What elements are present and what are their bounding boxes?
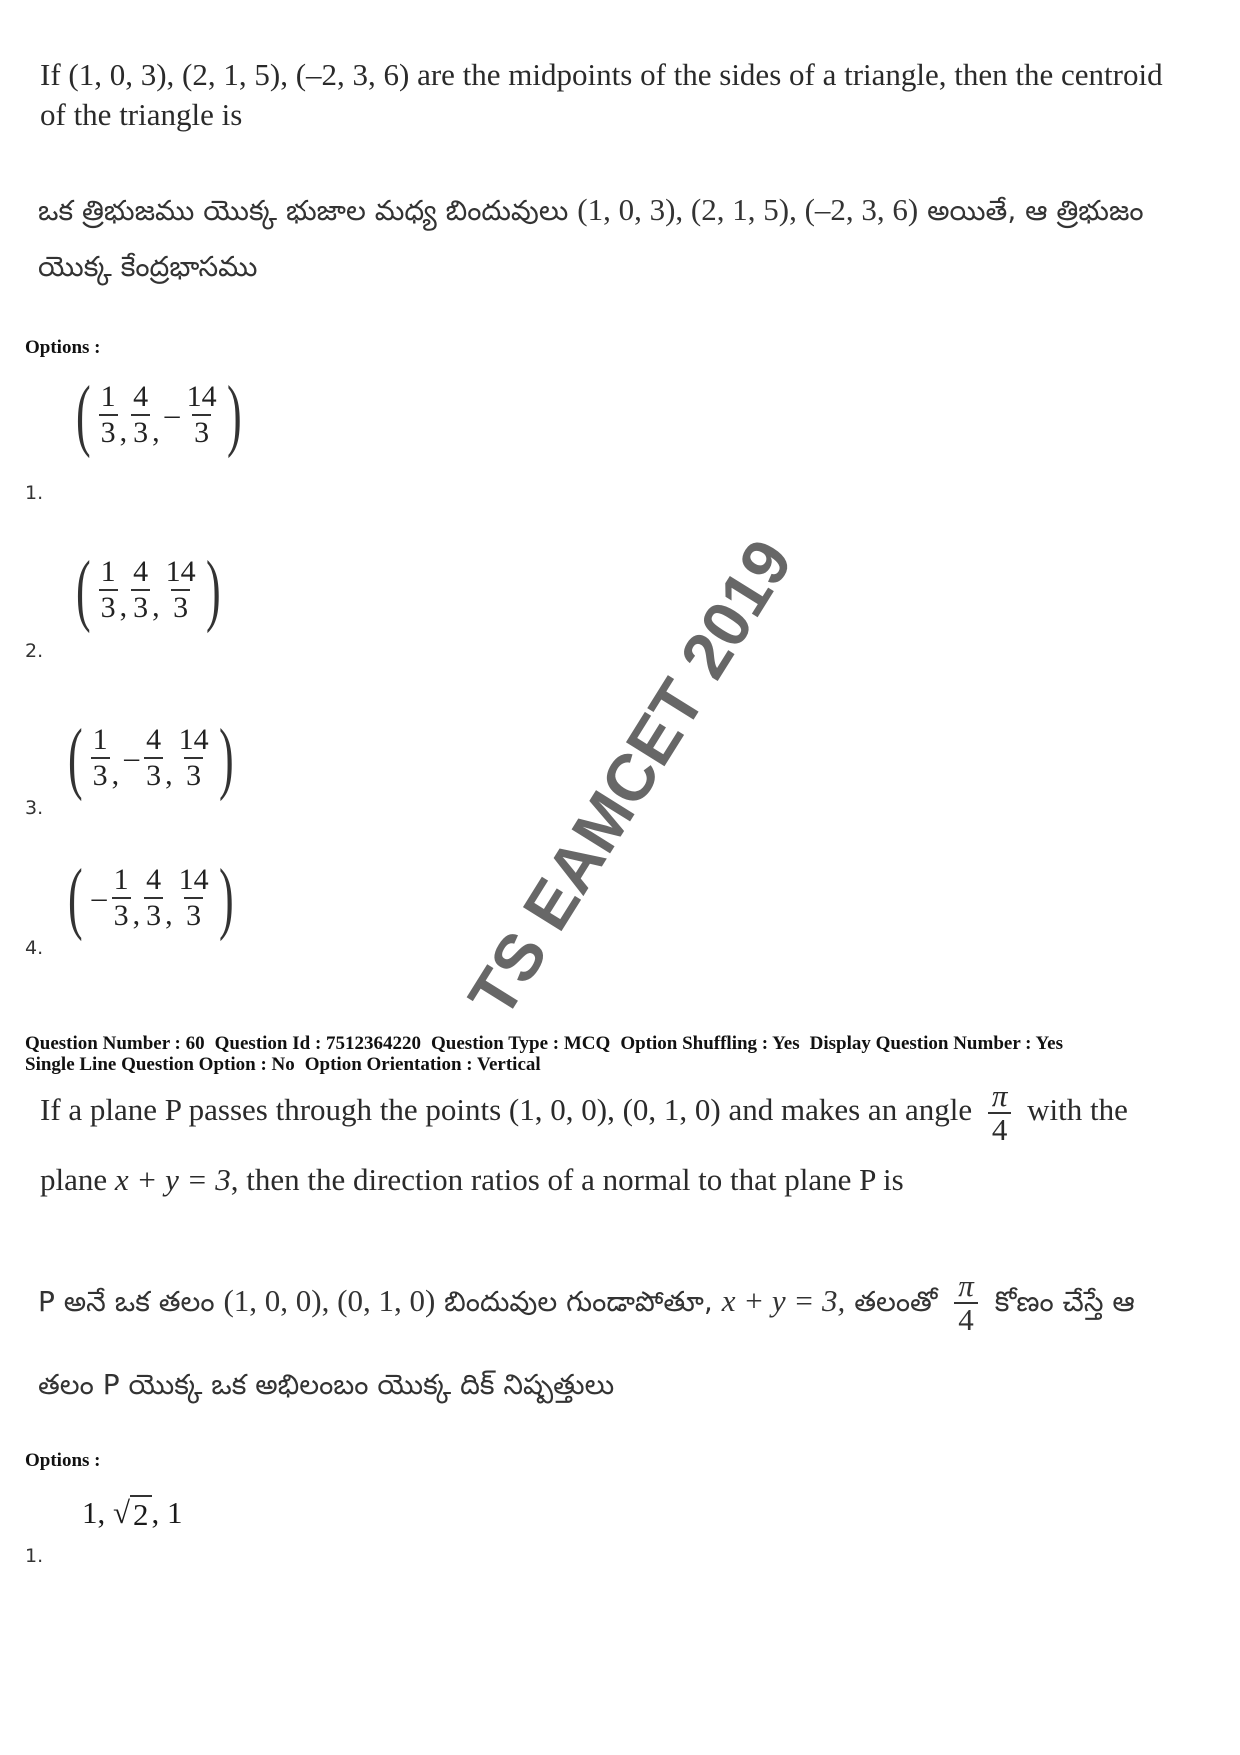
- q59-telugu-math: (1, 0, 3), (2, 1, 5), (–2, 3, 6): [577, 192, 919, 227]
- q59-option-2[interactable]: [70, 546, 226, 634]
- q59-option-1[interactable]: [70, 371, 247, 459]
- q59-option-2-number: 2.: [25, 640, 44, 662]
- q60-option-1[interactable]: 1, √ 2 , 1: [82, 1495, 183, 1532]
- option-tuple: ( $\frac{1}{3}$ , $\frac{4}{3}$ , $\frac{14}{3}$ ): [75, 546, 221, 634]
- watermark: TS EAMCET 2019: [453, 526, 807, 1030]
- q60-option-1-number: 1.: [25, 1545, 44, 1567]
- angle-fraction-telugu: $\frac{\pi}{4}$: [954, 1270, 978, 1336]
- question-60-telugu: P అనే ఒక తలం (1, 0, 0), (0, 1, 0) బిందువుల గుండాపోతూ, x + y = 3, తలంతో $\frac{\pi}{4}$ కోణం చేస్తే ఆ: [38, 1268, 1135, 1337]
- q59-options-label: Options :: [25, 337, 101, 358]
- question-59-line2: of the triangle is: [40, 97, 243, 132]
- q59-option-3[interactable]: [62, 714, 239, 802]
- q59-telugu-line2: యొక్క కేంద్రభాసము: [38, 250, 258, 283]
- angle-fraction: $\frac{\pi}{4}$: [988, 1080, 1012, 1146]
- question-59-line1: If (1, 0, 3), (2, 1, 5), (–2, 3, 6) are the midpoints of the sides of a triangle, then the centroid: [40, 57, 1163, 92]
- meta-line1: Question Number : 60 Question Id : 7512364220 Question Type : MCQ Option Shuffling : Yes Display Question Number : Yes: [25, 1033, 1063, 1054]
- question-59-telugu: [38, 192, 1238, 234]
- q59-option-1-number: 1.: [25, 482, 44, 504]
- q59-option-4[interactable]: [62, 854, 239, 942]
- q59-telugu-a: ఒక త్రిభుజము యొక్క భుజాల మధ్య బిందువులు: [38, 194, 569, 227]
- meta-line2: Single Line Question Option : No Option Orientation : Vertical: [25, 1054, 541, 1075]
- option-tuple: ( – $\frac{1}{3}$ , $\frac{4}{3}$ , $\frac{14}{3}$ ): [67, 854, 234, 942]
- q60-options-label: Options :: [25, 1450, 101, 1471]
- question-60-line1: If a plane P passes through the points (1, 0, 0), (0, 1, 0) and makes an angle $\frac{\pi}{4}$ with the: [40, 1078, 1128, 1147]
- sqrt-symbol: √ 2: [113, 1495, 152, 1533]
- option-tuple: ( $\frac{1}{3}$ , – $\frac{4}{3}$ , $\frac{14}{3}$ ): [67, 714, 234, 802]
- q59-option-3-number: 3.: [25, 797, 44, 819]
- q60-telugu-line2: తలం P యొక్క ఒక అభిలంబం యొక్క దిక్ నిష్పత్తులు: [38, 1368, 615, 1401]
- q59-telugu-b: అయితే, ఆ త్రిభుజం: [927, 194, 1144, 227]
- option-tuple: ( $\frac{1}{3}$ , $\frac{4}{3}$ , – $\frac{14}{3}$ ): [75, 371, 242, 459]
- question-59-text: [40, 55, 1220, 135]
- q59-option-4-number: 4.: [25, 937, 44, 959]
- question-60-line2: plane x + y = 3, then the direction ratios of a normal to that plane P is: [40, 1162, 904, 1197]
- question-60-meta: [25, 1033, 1073, 1075]
